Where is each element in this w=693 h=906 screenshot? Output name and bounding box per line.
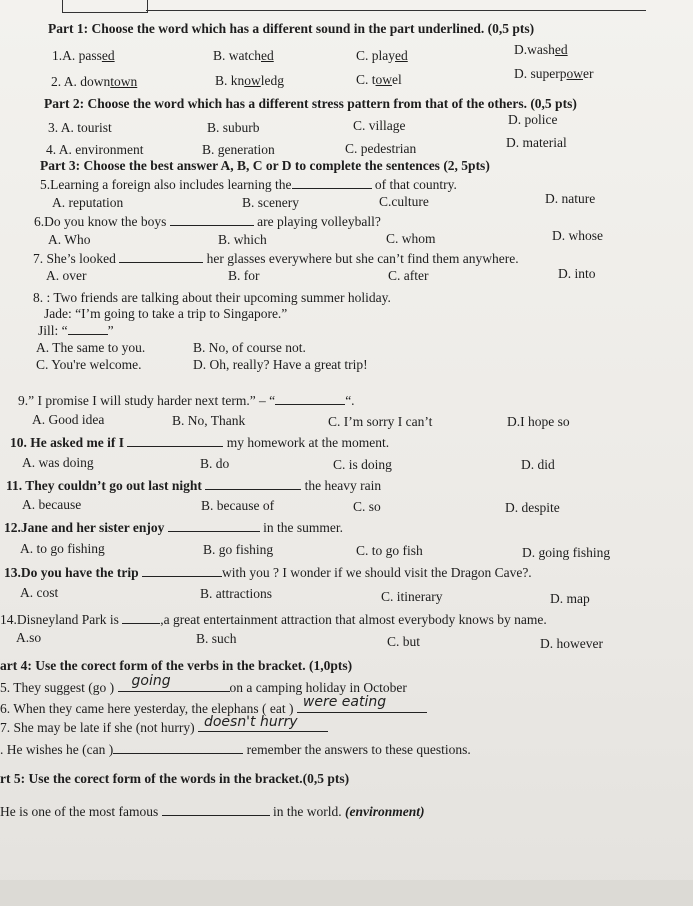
q1-option-d: D.washed — [514, 42, 568, 57]
header-rule — [146, 10, 646, 11]
q10-option-b: B. do — [200, 456, 230, 471]
q3-option-d: D. police — [508, 112, 558, 127]
q5-stem: 5.Learning a foreign also includes learning the of that country. — [40, 177, 457, 192]
page-bottom-edge — [0, 880, 693, 906]
q12-stem: 12.Jane and her sister enjoy in the summer. — [4, 520, 344, 535]
q6-option-d: D. whose — [552, 228, 603, 243]
q3-handwritten-answer: doesn't hurry — [203, 714, 298, 730]
part5-q1: He is one of the most famous in the world. (environment) — [0, 804, 425, 819]
part4-q3: 7. She may be late if she (not hurry) doesn't hurry — [0, 719, 328, 736]
q11-option-d: D. despite — [505, 500, 560, 515]
q10-option-c: C. is doing — [333, 457, 392, 472]
q12-option-c: C. to go fish — [356, 543, 423, 558]
q6-option-a: A. Who — [48, 232, 91, 247]
q5-option-a: A. reputation — [52, 195, 124, 210]
q1-option-b: B. watched — [213, 48, 274, 63]
q13-option-b: B. attractions — [200, 586, 272, 601]
q8-option-d: D. Oh, really? Have a great trip! — [193, 357, 368, 372]
q9-stem: 9.” I promise I will study harder next term.” – “ “. — [18, 393, 355, 408]
q13-stem: 13.Do you have the trip with you ? I wonder if we should visit the Dragon Cave?. — [4, 565, 532, 580]
q3-option-c: C. village — [353, 118, 406, 133]
q10-option-a: A. was doing — [22, 455, 94, 470]
q7-option-a: A. over — [46, 268, 87, 283]
q10-stem: 10. He asked me if I my homework at the moment. — [10, 435, 390, 450]
q10-option-d: D. did — [521, 457, 555, 472]
q13-option-c: C. itinerary — [381, 589, 443, 604]
part4-title: art 4: Use the corect form of the verbs in the bracket. (1,0pts) — [0, 658, 353, 673]
q2-option-a: 2. A. downtown — [51, 74, 138, 89]
q2-option-b: B. knowledg — [215, 73, 285, 88]
q3-option-b: B. suburb — [207, 120, 260, 135]
q4-option-c: C. pedestrian — [345, 141, 417, 156]
q12-option-a: A. to go fishing — [20, 541, 105, 556]
part4-q2: 6. When they came here yesterday, the elephans ( eat ) were eating — [0, 700, 427, 717]
q5-option-d: D. nature — [545, 191, 596, 206]
q9-option-c: C. I’m sorry I can’t — [328, 414, 433, 429]
part2-title: Part 2: Choose the word which has a different stress pattern from that of the others. (0,5 pts) — [44, 96, 577, 111]
q5-option-b: B. scenery — [242, 195, 299, 210]
q8-option-b: B. No, of course not. — [193, 340, 306, 355]
q6-option-c: C. whom — [386, 231, 436, 246]
part4-q1: 5. They suggest (go ) going on a camping holiday in October — [0, 673, 407, 695]
part5-title: rt 5: Use the corect form of the words in the bracket.(0,5 pts) — [0, 771, 350, 786]
q14-option-d: D. however — [540, 636, 603, 651]
q12-option-b: B. go fishing — [203, 542, 274, 557]
q11-option-c: C. so — [353, 499, 381, 514]
q13-option-a: A. cost — [20, 585, 59, 600]
q11-option-a: A. because — [22, 497, 82, 512]
q5-option-c: C.culture — [379, 194, 429, 209]
q14-option-b: B. such — [196, 631, 237, 646]
q6-stem: 6.Do you know the boys are playing volleyball? — [34, 214, 381, 229]
q8-dialogue-jill: Jill: “ ” — [38, 323, 114, 338]
part3-title: Part 3: Choose the best answer A, B, C or D to complete the sentences (2, 5pts) — [40, 158, 490, 173]
q8-option-c: C. You're welcome. — [36, 357, 142, 372]
header-box — [62, 0, 148, 13]
q3-option-a: 3. A. tourist — [48, 120, 112, 135]
q8-stem: 8. : Two friends are talking about their upcoming summer holiday. — [33, 290, 391, 305]
q4-option-d: D. material — [506, 135, 567, 150]
q11-option-b: B. because of — [201, 498, 275, 513]
q6-option-b: B. which — [218, 232, 267, 247]
q7-option-b: B. for — [228, 268, 260, 283]
q9-option-a: A. Good idea — [32, 412, 105, 427]
q7-option-d: D. into — [558, 266, 596, 281]
q2-handwritten-answer: were eating — [302, 694, 387, 710]
part4-q4: . He wishes he (can ) remember the answers to these questions. — [0, 742, 471, 757]
q13-option-d: D. map — [550, 591, 590, 606]
q4-option-b: B. generation — [202, 142, 275, 157]
q1-handwritten-answer: going — [131, 673, 171, 689]
q9-option-b: B. No, Thank — [172, 413, 246, 428]
q1-option-a: 1.A. passed — [52, 48, 115, 63]
q12-option-d: D. going fishing — [522, 545, 611, 560]
q14-option-c: C. but — [387, 634, 421, 649]
q14-stem: 14.Disneyland Park is ,a great entertainment attraction that almost everybody knows by name. — [0, 612, 547, 627]
q14-option-a: A.so — [16, 630, 42, 645]
q2-option-c: C. towel — [356, 72, 402, 87]
q7-option-c: C. after — [388, 268, 429, 283]
q1-option-c: C. played — [356, 48, 408, 63]
q11-stem: 11. They couldn’t go out last night the heavy rain — [6, 478, 382, 493]
q8-option-a: A. The same to you. — [36, 340, 146, 355]
q7-stem: 7. She’s looked her glasses everywhere but she can’t find them anywhere. — [33, 251, 519, 266]
part1-title: Part 1: Choose the word which has a different sound in the part underlined. (0,5 pts) — [48, 21, 535, 36]
q9-option-d: D.I hope so — [507, 414, 570, 429]
q2-option-d: D. superpower — [514, 66, 594, 81]
q4-option-a: 4. A. environment — [46, 142, 144, 157]
q8-dialogue-jade: Jade: “I’m going to take a trip to Singapore.” — [44, 306, 288, 321]
